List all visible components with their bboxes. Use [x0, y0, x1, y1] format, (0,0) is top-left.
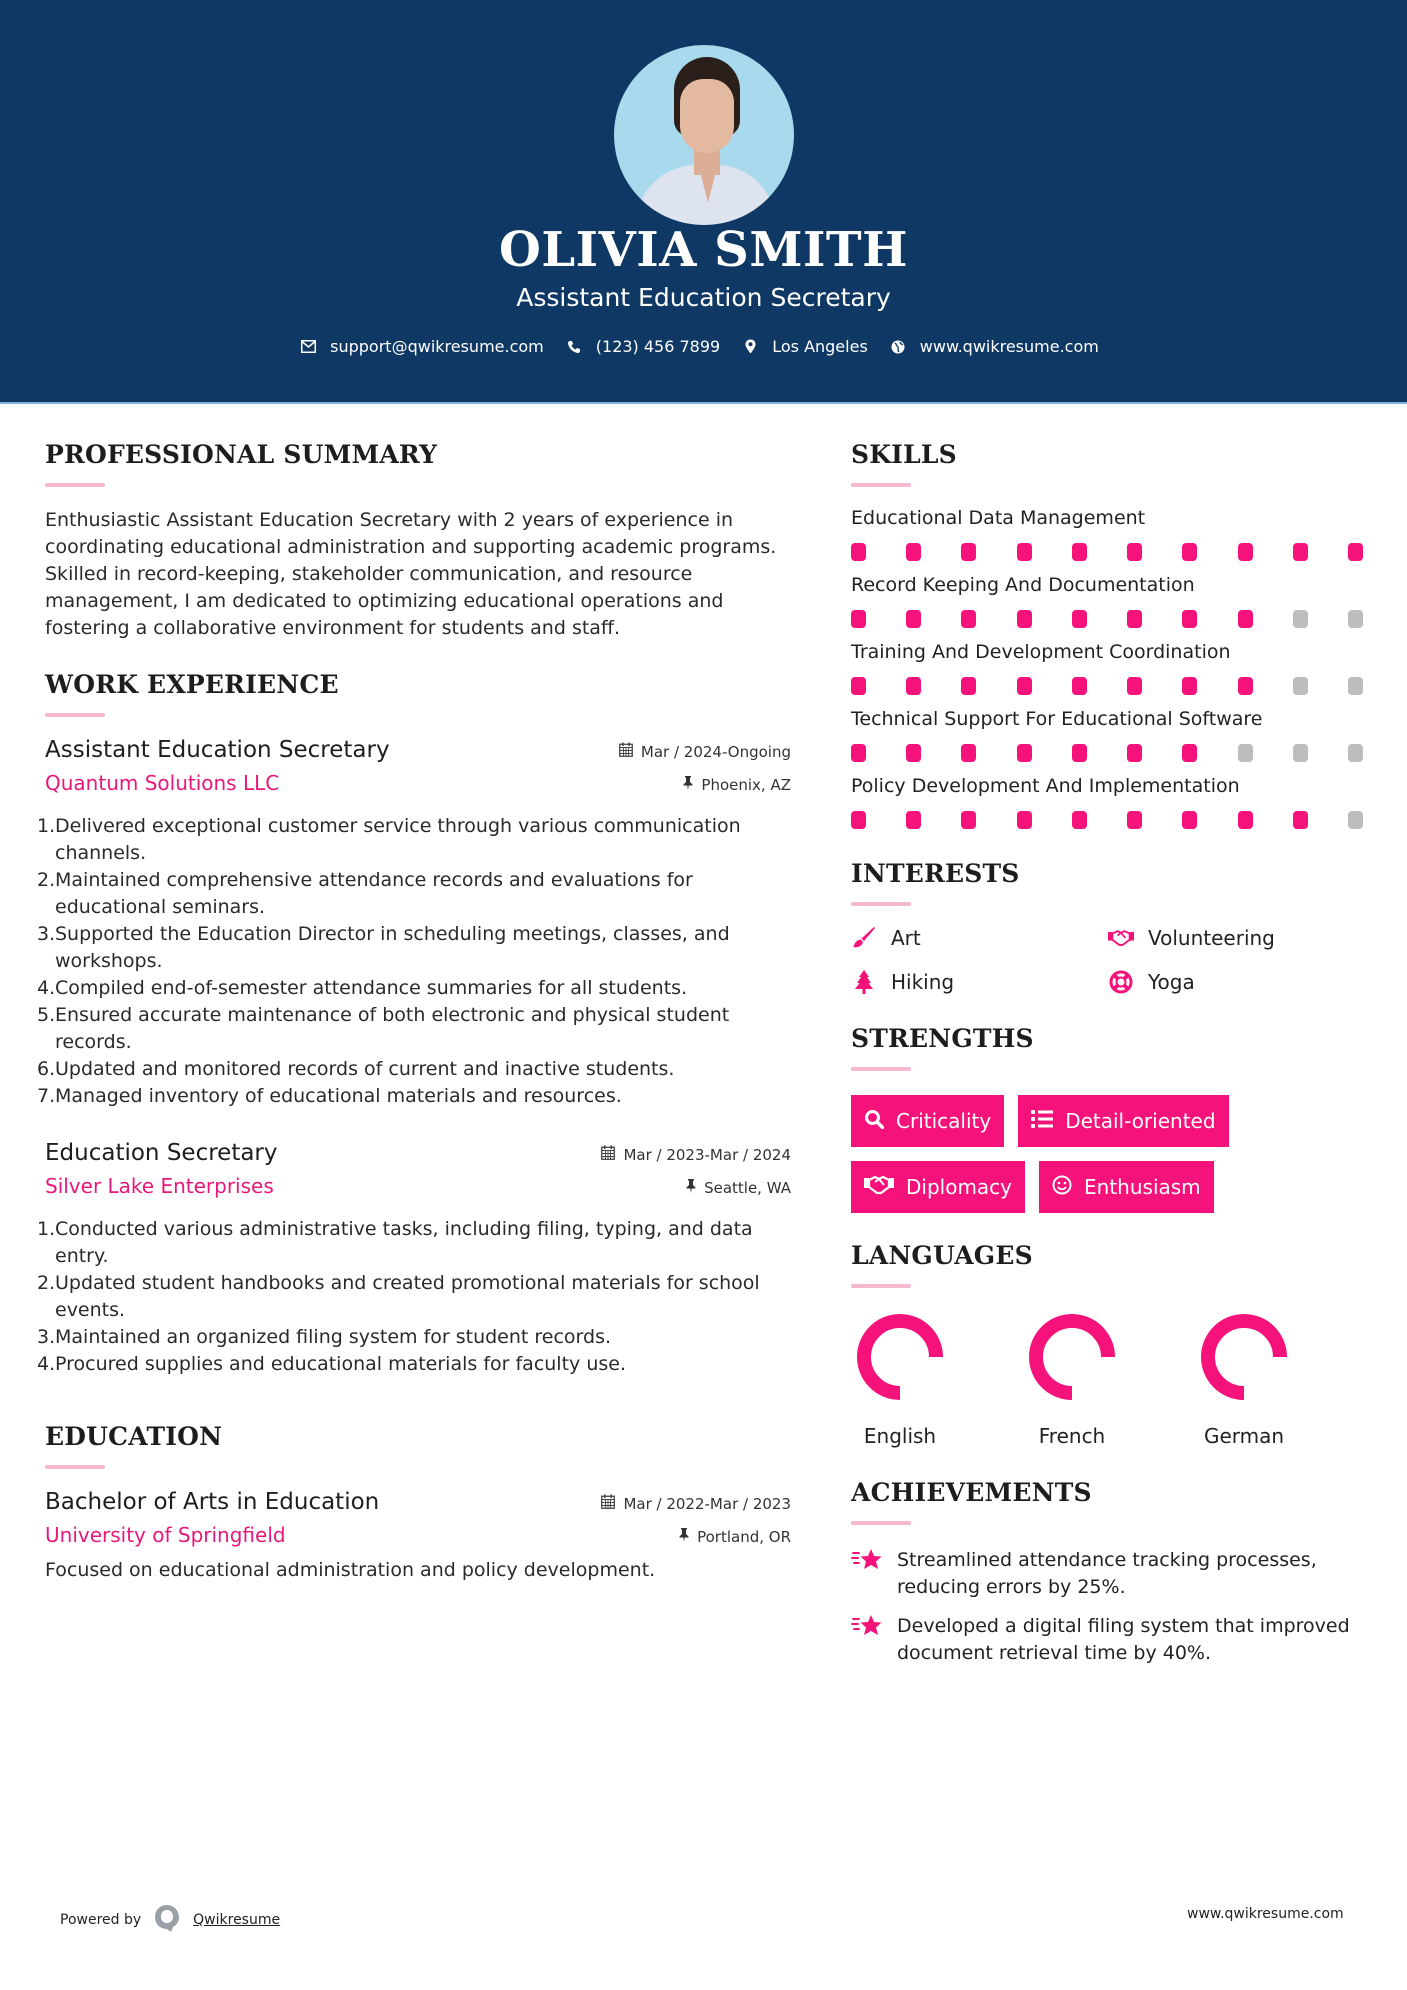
skill-rating — [851, 811, 1363, 829]
skill-dot — [1293, 744, 1308, 762]
skill-dot — [1072, 811, 1087, 829]
skill-dot — [1238, 811, 1253, 829]
skill-dot — [1293, 811, 1308, 829]
skill-item: Training And Development Coordination — [851, 641, 1371, 695]
skill-dot — [851, 610, 866, 628]
school-name: University of Springfield — [45, 1523, 286, 1547]
interest-item: Volunteering — [1108, 926, 1365, 950]
company-name: Silver Lake Enterprises — [45, 1174, 274, 1198]
map-pin-icon — [742, 339, 758, 355]
interest-item: Hiking — [851, 970, 1108, 994]
skill-dot — [1182, 543, 1197, 561]
job-location: Seattle, WA — [686, 1179, 791, 1197]
phone-icon — [566, 339, 582, 355]
strength-chip: Enthusiasm — [1039, 1161, 1214, 1213]
bullet-item: 3. Supported the Education Director in scheduling meetings, classes, and workshops. — [37, 923, 730, 972]
section-heading: SKILLS — [851, 440, 957, 469]
language-item: English — [855, 1312, 945, 1448]
skill-dot — [961, 811, 976, 829]
skill-dot — [1238, 677, 1253, 695]
skill-dot — [1348, 610, 1363, 628]
skill-dot — [1348, 811, 1363, 829]
job-date: Mar / 2023-Mar / 2024 — [601, 1145, 791, 1164]
skill-dot — [1017, 744, 1032, 762]
skill-rating — [851, 677, 1363, 695]
interest-item: Yoga — [1108, 970, 1365, 994]
skill-rating — [851, 543, 1363, 561]
globe-icon — [890, 339, 906, 355]
profile-photo — [614, 45, 794, 225]
language-proficiency-ring — [1199, 1312, 1289, 1402]
job-title: Assistant Education Secretary — [45, 737, 390, 763]
left-column — [37, 440, 791, 1614]
skill-dot — [1182, 677, 1197, 695]
section-heading: ACHIEVEMENTS — [851, 1478, 1092, 1507]
job-bullets — [37, 1216, 791, 1378]
section-divider — [851, 1067, 911, 1071]
degree-title: Bachelor of Arts in Education — [45, 1489, 380, 1515]
skill-dot — [1127, 744, 1142, 762]
section-divider — [45, 1465, 105, 1469]
language-item: German — [1199, 1312, 1289, 1448]
skill-dot — [1293, 610, 1308, 628]
skill-dot — [906, 811, 921, 829]
bullet-item: 3. Maintained an organized filing system for student records. — [37, 1326, 612, 1348]
skill-dot — [961, 610, 976, 628]
candidate-name: OLIVIA SMITH — [499, 222, 908, 278]
candidate-title: Assistant Education Secretary — [516, 283, 891, 312]
contact-location — [742, 337, 868, 356]
qwikresume-logo-icon — [153, 1903, 181, 1937]
section-heading: INTERESTS — [851, 859, 1020, 888]
skill-dot — [906, 744, 921, 762]
skill-dot — [1072, 543, 1087, 561]
contact-website[interactable] — [890, 337, 1099, 356]
skill-dot — [1127, 543, 1142, 561]
section-divider — [851, 902, 911, 906]
section-heading: EDUCATION — [45, 1422, 223, 1451]
pushpin-icon — [686, 1179, 696, 1197]
skill-dot — [1017, 811, 1032, 829]
skill-dot — [1238, 543, 1253, 561]
contact-bar — [0, 337, 1407, 356]
skill-dot — [1072, 744, 1087, 762]
skill-dot — [1017, 543, 1032, 561]
handshake-icon — [864, 1175, 894, 1200]
section-divider — [45, 713, 105, 717]
skill-item: Record Keeping And Documentation — [851, 574, 1371, 628]
skill-rating — [851, 610, 1363, 628]
skill-dot — [1293, 677, 1308, 695]
job-entry — [37, 1140, 791, 1378]
skill-dot — [961, 744, 976, 762]
strength-chip: Diplomacy — [851, 1161, 1025, 1213]
skill-dot — [1348, 543, 1363, 561]
strengths-section — [851, 1024, 1371, 1213]
contact-location-text: Los Angeles — [772, 337, 868, 356]
skill-item: Policy Development And Implementation — [851, 775, 1371, 829]
skill-dot — [906, 610, 921, 628]
education-location: Portland, OR — [679, 1528, 791, 1546]
handshake-icon — [1108, 926, 1134, 950]
shooting-star-icon — [851, 1547, 883, 1601]
bullet-item: 2. Maintained comprehensive attendance records and evaluations for educational seminars. — [37, 869, 693, 918]
envelope-icon — [300, 339, 316, 355]
resume-header — [0, 0, 1407, 404]
summary-text: Enthusiastic Assistant Education Secretary with 2 years of experience in coordinating educational administration and supporting academic programs. Skilled in record-keeping, stakeholder communication, and resource management, I am dedicated to optimizing educational operations and fostering a collaborative environment for students and staff. — [45, 509, 777, 639]
strength-chip: Criticality — [851, 1095, 1004, 1147]
bullet-item: 2. Updated student handbooks and created promotional materials for school events. — [37, 1272, 760, 1321]
section-divider — [851, 483, 911, 487]
footer-brand-link[interactable]: Qwikresume — [193, 1912, 281, 1928]
skill-dot — [1127, 677, 1142, 695]
bullet-item: 4. Compiled end-of-semester attendance summaries for all students. — [37, 977, 688, 999]
experience-section — [37, 670, 791, 1378]
calendar-icon — [601, 1145, 615, 1164]
skill-dot — [1238, 744, 1253, 762]
skill-dot — [851, 744, 866, 762]
skill-dot — [851, 677, 866, 695]
section-divider — [851, 1284, 911, 1288]
contact-email-text[interactable]: support@qwikresume.com — [330, 337, 544, 356]
skills-section — [851, 440, 1371, 829]
smile-icon — [1052, 1175, 1072, 1200]
list-icon — [1031, 1109, 1053, 1133]
bullet-item: 6. Updated and monitored records of current and inactive students. — [37, 1058, 675, 1080]
skill-dot — [1072, 610, 1087, 628]
bullet-item: 7. Managed inventory of educational materials and resources. — [37, 1085, 622, 1107]
achievement-item: Streamlined attendance tracking processes, reducing errors by 25%. — [851, 1547, 1371, 1601]
company-name: Quantum Solutions LLC — [45, 771, 280, 795]
bullet-item: 1. Delivered exceptional customer service through various communication channels. — [37, 815, 741, 864]
skill-dot — [1017, 610, 1032, 628]
skill-dot — [1293, 543, 1308, 561]
skill-dot — [1182, 744, 1197, 762]
job-bullets — [37, 813, 791, 1110]
skill-item: Educational Data Management — [851, 507, 1371, 561]
skill-dot — [1127, 811, 1142, 829]
calendar-icon — [601, 1494, 615, 1513]
achievement-item: Developed a digital filing system that improved document retrieval time by 40%. — [851, 1613, 1371, 1667]
bullet-item: 4. Procured supplies and educational materials for faculty use. — [37, 1353, 626, 1375]
language-item: French — [1027, 1312, 1117, 1448]
pushpin-icon — [679, 1528, 689, 1546]
language-proficiency-ring — [855, 1312, 945, 1402]
shooting-star-icon — [851, 1613, 883, 1667]
skill-dot — [1182, 610, 1197, 628]
education-description: Focused on educational administration and policy development. — [45, 1559, 656, 1581]
section-heading: PROFESSIONAL SUMMARY — [45, 440, 438, 469]
contact-email[interactable] — [300, 337, 544, 356]
paintbrush-icon — [851, 926, 877, 950]
skill-rating — [851, 744, 1363, 762]
education-date: Mar / 2022-Mar / 2023 — [601, 1494, 791, 1513]
skill-dot — [851, 811, 866, 829]
section-heading: STRENGTHS — [851, 1024, 1034, 1053]
footer-url[interactable]: www.qwikresume.com — [1187, 1906, 1344, 1922]
contact-website-text[interactable]: www.qwikresume.com — [919, 337, 1099, 356]
bullet-item: 5. Ensured accurate maintenance of both electronic and physical student records. — [37, 1004, 730, 1053]
skill-dot — [1348, 744, 1363, 762]
pushpin-icon — [683, 776, 693, 794]
footer-powered-by: Powered by Qwikresume — [60, 1903, 280, 1937]
contact-phone-text[interactable]: (123) 456 7899 — [595, 337, 721, 356]
section-heading: LANGUAGES — [851, 1241, 1033, 1270]
skill-dot — [1182, 811, 1197, 829]
interests-section — [851, 859, 1371, 994]
calendar-icon — [619, 742, 633, 761]
skill-dot — [906, 677, 921, 695]
languages-section — [851, 1241, 1371, 1448]
section-divider — [45, 483, 105, 487]
lifering-icon — [1108, 970, 1134, 994]
search-icon — [864, 1109, 884, 1134]
skills-list — [851, 507, 1371, 829]
skill-item: Technical Support For Educational Software — [851, 708, 1371, 762]
achievements-section — [851, 1478, 1371, 1667]
skill-dot — [1238, 610, 1253, 628]
skill-dot — [1017, 677, 1032, 695]
education-section — [45, 1422, 791, 1584]
skill-dot — [906, 543, 921, 561]
skill-dot — [1127, 610, 1142, 628]
skill-dot — [851, 543, 866, 561]
skill-dot — [961, 543, 976, 561]
skill-dot — [1348, 677, 1363, 695]
right-column — [851, 440, 1371, 1679]
job-location: Phoenix, AZ — [683, 776, 791, 794]
language-proficiency-ring — [1027, 1312, 1117, 1402]
job-entry — [37, 737, 791, 1110]
bullet-item: 1. Conducted various administrative tasks, including filing, typing, and data entry. — [37, 1218, 753, 1267]
job-title: Education Secretary — [45, 1140, 278, 1166]
contact-phone[interactable] — [566, 337, 720, 356]
summary-section — [45, 440, 791, 642]
tree-icon — [851, 970, 877, 994]
skill-dot — [961, 677, 976, 695]
education-entry — [45, 1489, 791, 1584]
interest-item: Art — [851, 926, 1108, 950]
job-date: Mar / 2024-Ongoing — [619, 742, 791, 761]
section-divider — [851, 1521, 911, 1525]
section-heading: WORK EXPERIENCE — [45, 670, 339, 699]
skill-dot — [1072, 677, 1087, 695]
strength-chip: Detail-oriented — [1018, 1095, 1228, 1147]
